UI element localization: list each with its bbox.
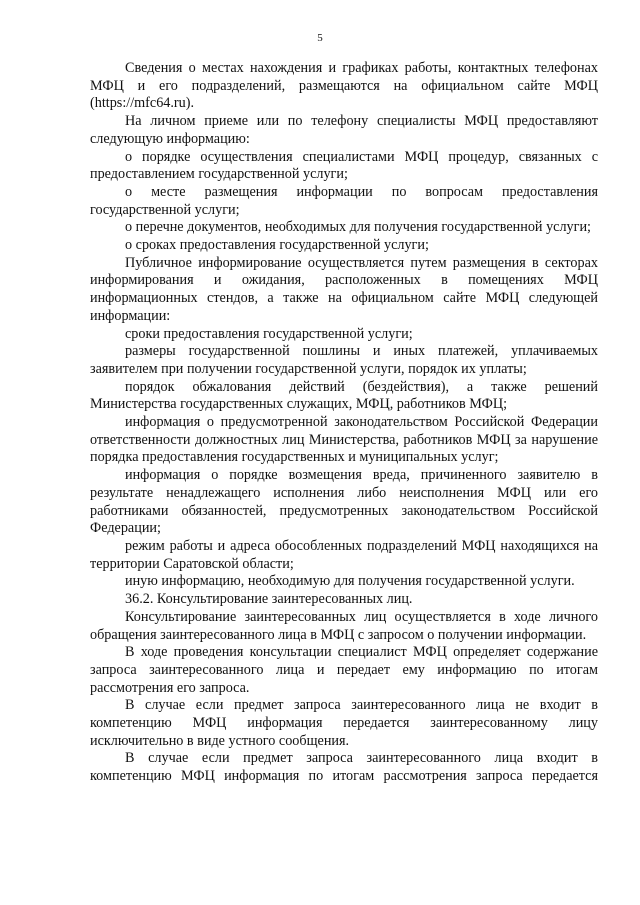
paragraph-section-heading: 36.2. Консультирование заинтересованных лиц. bbox=[125, 591, 413, 608]
paragraph-public-informing: Публичное информирование осуществляется путем размещения в секторах информирования и ожидания, расположенных в помещениях МФЦ информационных стендов, а также на официальном сайте МФЦ следующей информации: bbox=[90, 254, 598, 324]
paragraph-personal-reception: На личном приеме или по телефону специалисты МФЦ предоставляют следующую информацию: bbox=[90, 113, 598, 147]
document-body bbox=[90, 60, 598, 786]
paragraph-liability-item: информация о предусмотренной законодательством Российской Федерации ответственности должностных лиц Министерства, работников МФЦ за нарушение порядка предоставления государственных и муниципальных услуг; bbox=[90, 414, 598, 466]
paragraph-other-info-item: иную информацию, необходимую для получения государственной услуги. bbox=[125, 573, 575, 590]
paragraph-procedures: о порядке осуществления специалистами МФЦ процедур, связанных с предоставлением государственной услуги; bbox=[90, 148, 598, 183]
paragraph-appeal-item: порядок обжалования действий (бездействия), а также решений Министерства государственных служащих, МФЦ, работников МФЦ; bbox=[90, 378, 598, 413]
paragraph-competence: В случае если предмет запроса заинтересованного лица входит в компетенцию МФЦ информация по итогам рассмотрения запроса передается bbox=[90, 750, 598, 785]
paragraph-service-terms: о сроках предоставления государственной услуги; bbox=[125, 237, 429, 254]
paragraph-consultation-process: В ходе проведения консультации специалист МФЦ определяет содержание запроса заинтересованного лица и передает ему информацию по итогам рассмотрения его запроса. bbox=[90, 644, 598, 696]
paragraph-fees-item: размеры государственной пошлины и иных платежей, уплачиваемых заявителем при получении государственной услуги, порядок их уплаты; bbox=[90, 343, 598, 377]
paragraph-info-location: о месте размещения информации по вопросам предоставления государственной услуги; bbox=[90, 183, 598, 218]
paragraph-terms-item: сроки предоставления государственной услуги; bbox=[125, 325, 413, 342]
paragraph-consulting: Консультирование заинтересованных лиц осуществляется в ходе личного обращения заинтересованного лица в МФЦ с запросом о получении информации. bbox=[90, 608, 598, 643]
paragraph-documents-list: о перечне документов, необходимых для получения государственной услуги; bbox=[125, 219, 591, 236]
paragraph-schedule-item: режим работы и адреса обособленных подразделений МФЦ находящихся на территории Саратовской области; bbox=[90, 537, 598, 572]
paragraph-contacts-info: Сведения о местах нахождения и графиках работы, контактных телефонах МФЦ и его подразделений, размещаются на официальном сайте МФЦ (https://mfc64.ru). bbox=[90, 60, 598, 112]
paragraph-compensation-item: информация о порядке возмещения вреда, причиненного заявителю в результате ненадлежащего исполнения либо неисполнения МФЦ или его работниками обязанностей, предусмотренных законодательством Российской Федерации; bbox=[90, 467, 598, 537]
paragraph-oral-message: В случае если предмет запроса заинтересованного лица не входит в компетенцию МФЦ информация передается заинтересованному лицу исключительно в виде устного сообщения. bbox=[90, 697, 598, 749]
page-number: 5 bbox=[317, 32, 323, 44]
